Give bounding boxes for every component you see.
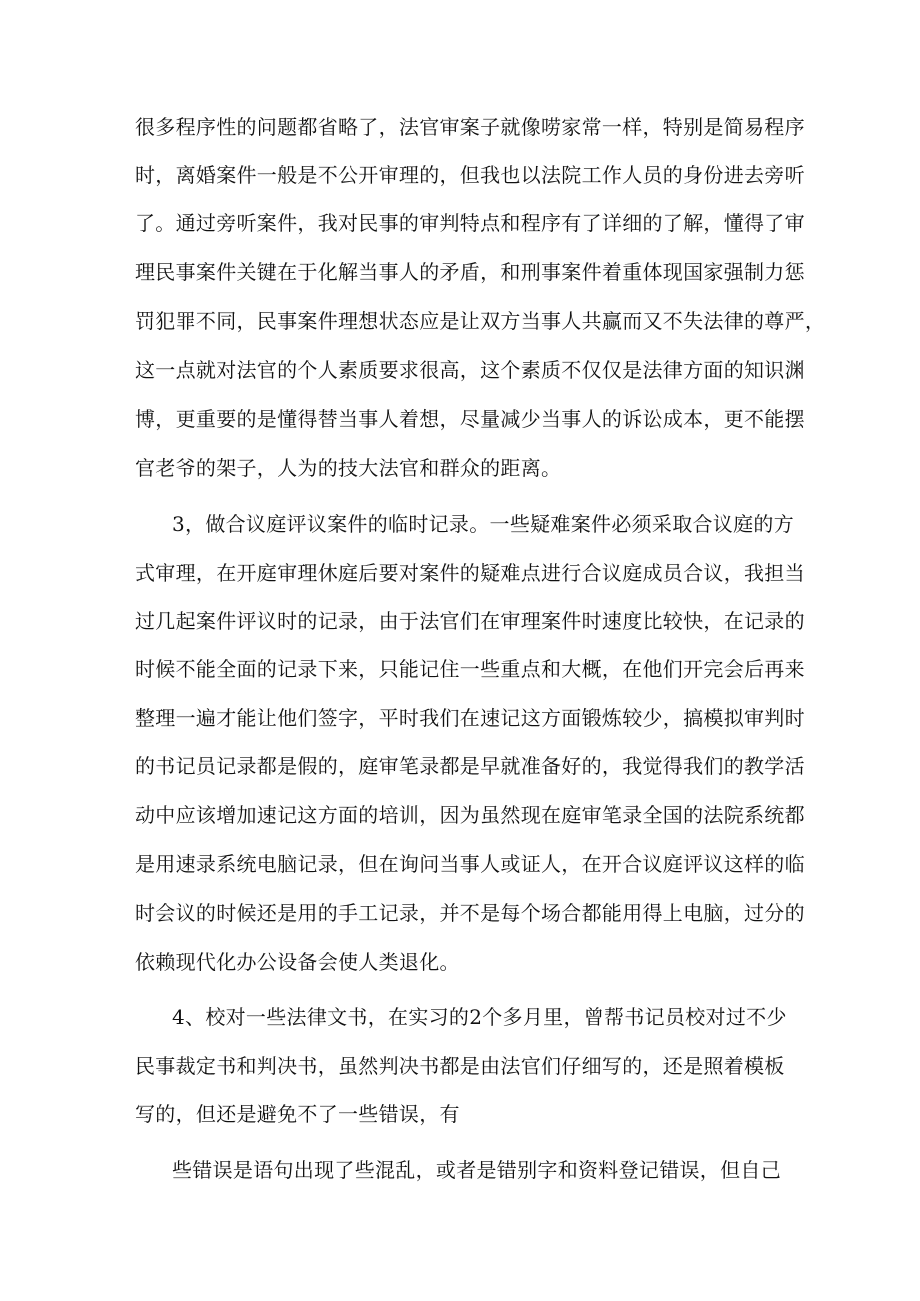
- text-line: 过几起案件评议时的记录，由于法官们在审理案件时速度比较快，在记录的: [135, 609, 805, 633]
- text-line: 民事裁定书和判决书，虽然判决书都是由法官们仔细写的，还是照着模板: [135, 1054, 785, 1078]
- paragraph-5-first-line: 些错误是语句出现了些混乱，或者是错别字和资料登记错误，但自己: [172, 1158, 781, 1182]
- text-line: 罚犯罪不同，民事案件理想状态应是让双方当事人共赢而又不失法律的尊严，: [135, 309, 826, 333]
- paragraph-3-first-line: 3，做合议庭评议案件的临时记录。一些疑难案件必须采取合议庭的方: [172, 512, 795, 536]
- text-line: 很多程序性的问题都省略了，法官审案子就像唠家常一样，特别是简易程序: [135, 115, 805, 139]
- text-line: 了。通过旁听案件，我对民事的审判特点和程序有了详细的了解，懂得了审: [135, 211, 805, 235]
- text-line: 时会议的时候还是用的手工记录，并不是每个场合都能用得上电脑，过分的: [135, 901, 805, 925]
- text-line: 写的，但还是避免不了一些错误，有: [135, 1102, 460, 1126]
- text-line: 动中应该增加速记这方面的培训，因为虽然现在庭审笔录全国的法院系统都: [135, 803, 805, 827]
- paragraph-4-first-line: 4、校对一些法律文书，在实习的2个多月里，曾帮书记员校对过不少: [172, 1005, 787, 1029]
- text-line: 时，离婚案件一般是不公开审理的，但我也以法院工作人员的身份进去旁听: [135, 163, 805, 187]
- text-line: 这一点就对法官的个人素质要求很高，这个素质不仅仅是法律方面的知识渊: [135, 358, 805, 382]
- text-line: 整理一遍才能让他们签字，平时我们在速记这方面锻炼较少，搞模拟审判时: [135, 706, 805, 730]
- text-line: 是用速录系统电脑记录，但在询问当事人或证人，在开合议庭评议这样的临: [135, 852, 805, 876]
- text-line: 时候不能全面的记录下来，只能记住一些重点和大概，在他们开完会后再来: [135, 657, 805, 681]
- text-line: 式审理，在开庭审理休庭后要对案件的疑难点进行合议庭成员合议，我担当: [135, 561, 805, 585]
- text-line: 理民事案件关键在于化解当事人的矛盾，和刑事案件着重体现国家强制力惩: [135, 260, 805, 284]
- text-line: 的书记员记录都是假的，庭审笔录都是早就准备好的，我觉得我们的教学活: [135, 754, 805, 778]
- text-line: 依赖现代化办公设备会使人类退化。: [135, 950, 460, 974]
- text-line: 博，更重要的是懂得替当事人着想，尽量减少当事人的诉讼成本，更不能摆: [135, 407, 805, 431]
- text-line: 官老爷的架子，人为的技大法官和群众的距离。: [135, 456, 562, 480]
